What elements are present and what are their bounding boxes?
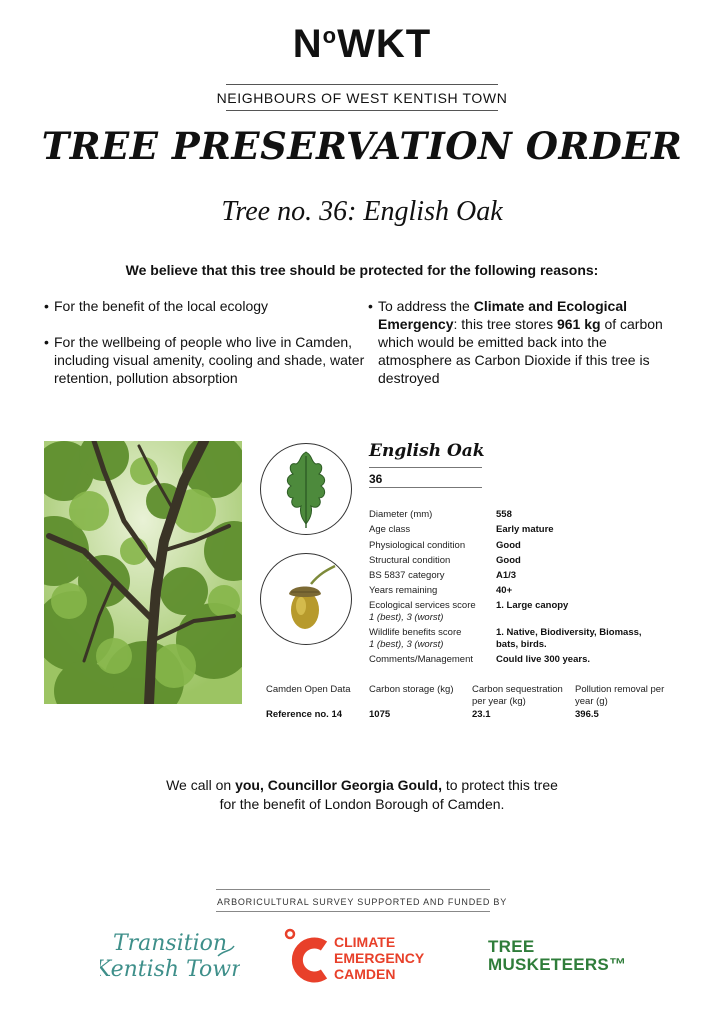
reason-wellbeing-text: For the wellbeing of people who live in Camden, including visual amenity, cooling and shade, water retention, pollution absorption	[54, 334, 365, 386]
attr-label-ecological-text: Ecological services score	[369, 600, 476, 611]
pollution-removal-value: 396.5	[575, 709, 599, 720]
attr-value-years-remaining: 40+	[496, 585, 513, 596]
carbon-storage-heading: Carbon storage (kg)	[369, 684, 454, 695]
reasons-intro: We believe that this tree should be protected for the following reasons:	[125, 262, 599, 278]
reason-climate-text-2: : this tree stores	[453, 316, 557, 332]
tree-musketeers-logo	[488, 938, 626, 974]
carbon-sequestration-heading: Carbon sequestration per year (kg)	[472, 684, 563, 707]
page-title: TREE PRESERVATION ORDER	[41, 124, 683, 168]
attr-label-age-class: Age class	[369, 524, 411, 535]
reference-number: Reference no. 14	[266, 709, 343, 720]
attr-value-age-class: Early mature	[496, 524, 554, 535]
attr-value-wildlife: 1. Native, Biodiversity, Biomass, bats, birds.	[496, 627, 642, 650]
reason-climate: • To address the Climate and Ecological Emergency: this tree stores 961 kg of carbon which would be emitted back into the atmosphere as Carbon Dioxide if this tree is destroyed	[368, 298, 663, 386]
call-line-2: for the benefit of London Borough of Camden.	[219, 796, 505, 812]
tm-line-1: TREE	[488, 937, 535, 956]
transition-logo-graphic	[100, 924, 240, 988]
oak-leaf-icon	[261, 444, 351, 534]
tree-number: 36	[369, 472, 383, 486]
transition-line-2: Kentish Town	[100, 957, 240, 982]
attr-label-bs5837: BS 5837 category	[369, 570, 445, 581]
tree-title: Tree no. 36: English Oak	[221, 196, 503, 227]
reason-climate-text-3: of carbon which would be emitted back into the atmosphere as Carbon Dioxide if this tree is destroyed	[378, 316, 663, 386]
attr-value-structural: Good	[496, 555, 521, 566]
cec-line-3: CAMDEN	[334, 966, 396, 982]
cec-line-1: CLIMATE	[334, 934, 396, 950]
attr-label-years-remaining: Years remaining	[369, 585, 438, 596]
attr-label-diameter: Diameter (mm)	[369, 509, 433, 520]
carbon-storage-value: 1075	[369, 709, 391, 720]
reason-climate-bold-1: Climate and Ecological Emergency	[378, 298, 627, 332]
pollution-removal-heading: Pollution removal per year (g)	[575, 684, 665, 707]
attr-note-wildlife: 1 (best), 3 (worst)	[369, 639, 444, 650]
nowkt-logo	[0, 22, 724, 67]
attr-value-ecological: 1. Large canopy	[496, 600, 569, 611]
call-line-1	[0, 776, 724, 795]
attr-label-physiological: Physiological condition	[369, 540, 466, 551]
attr-label-wildlife	[369, 627, 461, 651]
carbon-sequestration-value: 23.1	[472, 709, 491, 720]
attr-value-comments: Could live 300 years.	[496, 654, 590, 665]
reason-wellbeing: • For the wellbeing of people who live in Camden, including visual amenity, cooling and shade, water retention, pollution absorption	[44, 334, 365, 386]
oak-tree-illustration	[44, 441, 242, 704]
attr-value-physiological: Good	[496, 540, 521, 551]
species-rule-bottom	[369, 487, 482, 488]
acorn-icon-circle	[260, 553, 352, 645]
attr-label-ecological	[369, 600, 476, 624]
logo-suffix: WKT	[337, 22, 432, 66]
attr-value-bs5837: A1/3	[496, 570, 517, 581]
header-rule-top	[226, 84, 498, 85]
transition-line-1: Transition	[112, 931, 228, 956]
oak-leaf-icon-circle	[260, 443, 352, 535]
reason-climate-text-1: To address the	[378, 298, 474, 314]
attr-note-ecological: 1 (best), 3 (worst)	[369, 612, 444, 623]
acorn-icon	[261, 554, 351, 644]
attr-label-wildlife-text: Wildlife benefits score	[369, 627, 462, 638]
oak-tree-photo	[44, 441, 242, 704]
call-to-action	[0, 776, 724, 814]
attr-label-comments: Comments/Management	[369, 654, 474, 665]
call-councillor: you, Councillor Georgia Gould,	[235, 777, 442, 793]
funded-by-label: ARBORICULTURAL SURVEY SUPPORTED AND FUNDED BY	[216, 897, 508, 907]
species-rule-top	[369, 467, 482, 468]
species-name: English Oak	[369, 441, 485, 461]
reason-climate-bold-2: 961 kg	[556, 316, 601, 332]
header-rule-bottom	[226, 110, 498, 111]
attr-value-diameter: 558	[496, 509, 512, 520]
attr-label-structural: Structural condition	[369, 555, 451, 566]
tm-line-2: MUSKETEERS™	[488, 955, 627, 974]
funded-rule-bottom	[216, 911, 490, 912]
camden-open-data-heading: Camden Open Data	[266, 684, 351, 695]
call-text-1: We call on	[166, 777, 236, 793]
climate-emergency-camden-logo	[284, 928, 444, 986]
logo-prefix: N	[292, 22, 323, 66]
reason-ecology: • For the benefit of the local ecology	[44, 298, 269, 314]
reason-ecology-text: For the benefit of the local ecology	[54, 298, 269, 314]
call-text-2: to protect this tree	[441, 777, 558, 793]
cec-line-2: EMERGENCY	[334, 950, 425, 966]
funded-rule-top	[216, 889, 490, 890]
header-subtitle: NEIGHBOURS OF WEST KENTISH TOWN	[216, 90, 508, 106]
logo-o: o	[322, 23, 338, 48]
transition-kentish-town-logo	[100, 924, 240, 988]
cec-logo-graphic	[284, 928, 444, 986]
